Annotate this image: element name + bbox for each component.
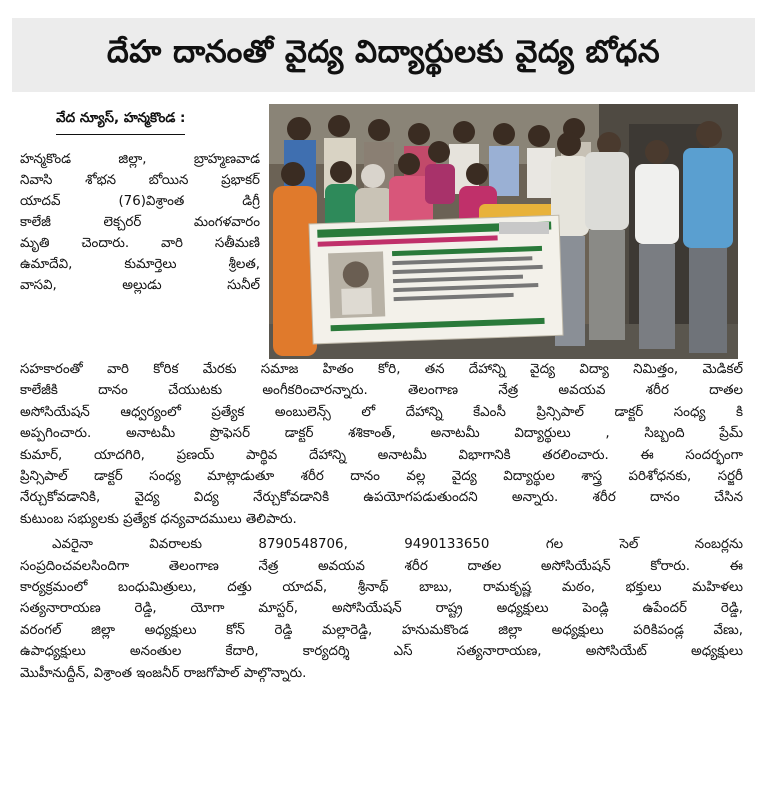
body-line: మొహీనుద్దీన్, విశ్రాంత ఇంజనీర్ రాజగోపాల్ పాల్గొన్నారు.	[20, 665, 307, 681]
news-photo	[269, 104, 738, 359]
article-body-narrow	[20, 149, 260, 296]
body-line: ఉమాదేవి, కుమార్తెలు శ్రీలత,	[20, 257, 260, 272]
body-line: కుటుంబ సభ్యులకు ప్రత్యేక ధన్యవాదములు తెలిపారు.	[20, 511, 297, 527]
body-line: సహకారంతో వారి కోరిక మేరకు సమాజ హితం కోరి, తన దేహాన్ని వైద్య విద్యా నిమిత్తం, మెడికల్	[20, 362, 743, 377]
body-line: వరంగల్ జిల్లా అధ్యక్షులు కోన్ రెడ్డి మల్లారెడ్డి, హనుమకొండ జిల్లా అధ్యక్షులు పరికిపండ్ల వేణు,	[20, 622, 743, 638]
body-line: సంప్రదించవలసిందిగా తెలంగాణ నేత్ర అవయవ శరీర దాతల అసోసియేషన్ కోరారు. ఈ	[20, 558, 743, 574]
article-body-wide	[20, 359, 743, 684]
newspaper-clipping	[12, 18, 755, 790]
body-line: అసోసియేషన్ ఆధ్వర్యంలో ప్రత్యేక అంబులెన్స్ లో దేహాన్ని కేఎంసీ ప్రిన్సిపాల్ డాక్టర్ సంధ్య కి	[20, 404, 743, 420]
body-line: నివాసి శోభన బోయిన ప్రభాకర్	[20, 173, 260, 188]
body-line: నేర్చుకోవడానికి, వైద్య విద్య నేర్చుకోవడానికి ఉపయోగపడుతుందని అన్నారు. శరీర దానం చేసిన	[20, 490, 743, 506]
group-photo-icon	[269, 104, 738, 359]
article-headline: దేహ దానంతో వైద్య విద్యార్థులకు వైద్య బోధన	[12, 18, 755, 92]
body-line: కుమార్, యాదగిరి, ప్రణయ్ పార్థివ దేహాన్ని అనాటమీ విభాగానికి తరలించారు. ఈ సందర్భంగా	[20, 447, 743, 463]
body-line: ఎవరైనా వివరాలకు 8790548706, 9490133650 గల సెల్ నంబర్లను	[52, 537, 743, 553]
body-line: సత్యనారాయణ రెడ్డి, యోగా మాస్టర్, అసోసియేషన్ రాష్ట్ర అధ్యక్షులు పెండ్లి ఉపేందర్ రెడ్డి,	[20, 601, 743, 617]
body-line: యాదవ్ (76)విశ్రాంత డిగ్రీ	[20, 194, 260, 209]
body-line: కార్యక్రమంలో బంధుమిత్రులు, దత్తు యాదవ్, శ్రీనాథ్ బాబు, రామకృష్ణ మఠం, భక్తులు మహిళలు	[20, 580, 743, 596]
body-line: అప్పగించారు. అనాటమీ ప్రొఫెసర్ డాక్టర్ శశికాంత్, అనాటమీ విద్యార్థులు , సిబ్బంది ప్రేమ్	[20, 426, 743, 442]
body-line: కాలేజీ లెక్చరర్ మంగళవారం	[20, 215, 260, 230]
body-line: మృతి చెందారు. వారి సతీమణి	[20, 236, 260, 251]
body-line: వాసవి, అల్లుడు సునీల్	[20, 278, 260, 293]
body-line: కాలేజీకి దానం చేయుటకు అంగీకరించారన్నారు. తెలంగాణ నేత్ర అవయవ శరీర దాతల	[20, 383, 743, 399]
body-line: ప్రిన్సిపాల్ డాక్టర్ సంధ్య మాట్లాడుతూ శరీర దానం వల్ల వైద్య విద్యార్థుల శాస్త్ర పరిశోధనకు, సర్జరీ	[20, 469, 743, 485]
article-dateline: వేద న్యూస్, హన్మకొండ :	[56, 110, 185, 135]
body-line: ఉపాధ్యక్షులు అనంతుల కేదారి, కార్యదర్శి ఎస్ సత్యనారాయణ, అసోసియేట్ అధ్యక్షులు	[20, 644, 743, 660]
body-line: హన్మకొండ జిల్లా, బ్రాహ్మణవాడ	[20, 152, 260, 167]
